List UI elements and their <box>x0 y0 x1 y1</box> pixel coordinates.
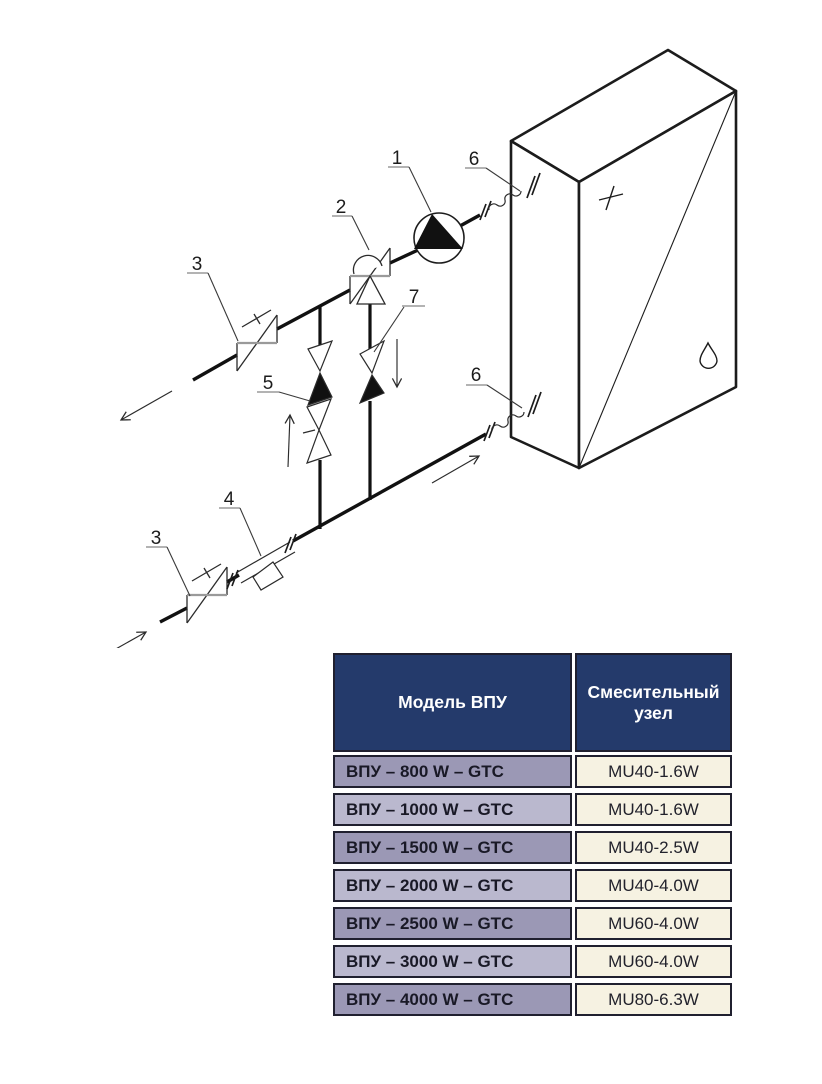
check-valve-icon-left <box>308 341 332 405</box>
pump-icon <box>414 213 464 263</box>
unit-cell: MU60-4.0W <box>575 907 732 940</box>
table-row <box>333 869 732 902</box>
balancing-valve-icon <box>303 399 331 463</box>
callout-flex-top-label: 6 <box>468 149 480 170</box>
supply-pipe <box>160 434 486 622</box>
flange-ticks <box>227 173 541 589</box>
shutoff-valve-icon-return <box>237 310 277 371</box>
unit-cell: MU40-2.5W <box>575 831 732 864</box>
table-header-unit: Смесительный узел <box>575 653 732 752</box>
unit-cell: MU80-6.3W <box>575 983 732 1016</box>
flow-arrow-return-out <box>121 391 172 420</box>
valve-actuator-dome <box>353 255 382 274</box>
box-left-face <box>511 141 579 468</box>
callout-leaders <box>167 167 522 596</box>
unit-cell: MU60-4.0W <box>575 945 732 978</box>
unit-cell: MU40-1.6W <box>575 755 732 788</box>
table-row <box>333 831 732 864</box>
model-cell: ВПУ – 2500 W – GTC <box>333 907 572 940</box>
callout-pump-label: 1 <box>391 148 403 169</box>
model-cell: ВПУ – 1500 W – GTC <box>333 831 572 864</box>
shutoff-valve-icon-supply <box>187 564 227 623</box>
model-cell: ВПУ – 1000 W – GTC <box>333 793 572 826</box>
check-valve-icon-right <box>360 341 384 403</box>
model-cell: ВПУ – 800 W – GTC <box>333 755 572 788</box>
table-row <box>333 793 732 826</box>
flow-arrow-bypass-up <box>288 415 290 467</box>
flow-arrows <box>98 339 479 648</box>
table-header-row <box>333 653 732 752</box>
callout-three-way-valve-label: 2 <box>335 197 347 218</box>
table-header-model: Модель ВПУ <box>333 653 572 752</box>
table-row <box>333 907 732 940</box>
three-way-valve-icon <box>350 248 390 304</box>
table-row <box>333 983 732 1016</box>
vpu-models-table <box>333 653 732 1021</box>
table-row <box>333 755 732 788</box>
table-row <box>333 945 732 978</box>
model-cell: ВПУ – 4000 W – GTC <box>333 983 572 1016</box>
callout-flex-bottom-label: 6 <box>470 365 482 386</box>
flow-arrow-supply-in <box>98 632 146 648</box>
callout-right-bypass-label: 7 <box>408 287 420 308</box>
unit-cell: MU40-4.0W <box>575 869 732 902</box>
callout-return-valve-label: 3 <box>191 254 203 275</box>
callout-strainer-label: 4 <box>223 489 235 510</box>
callout-supply-valve-label: 3 <box>150 528 162 549</box>
air-handling-unit-box <box>511 50 736 468</box>
model-cell: ВПУ – 3000 W – GTC <box>333 945 572 978</box>
model-cell: ВПУ – 2000 W – GTC <box>333 869 572 902</box>
unit-cell: MU40-1.6W <box>575 793 732 826</box>
callout-left-bypass-label: 5 <box>262 373 274 394</box>
